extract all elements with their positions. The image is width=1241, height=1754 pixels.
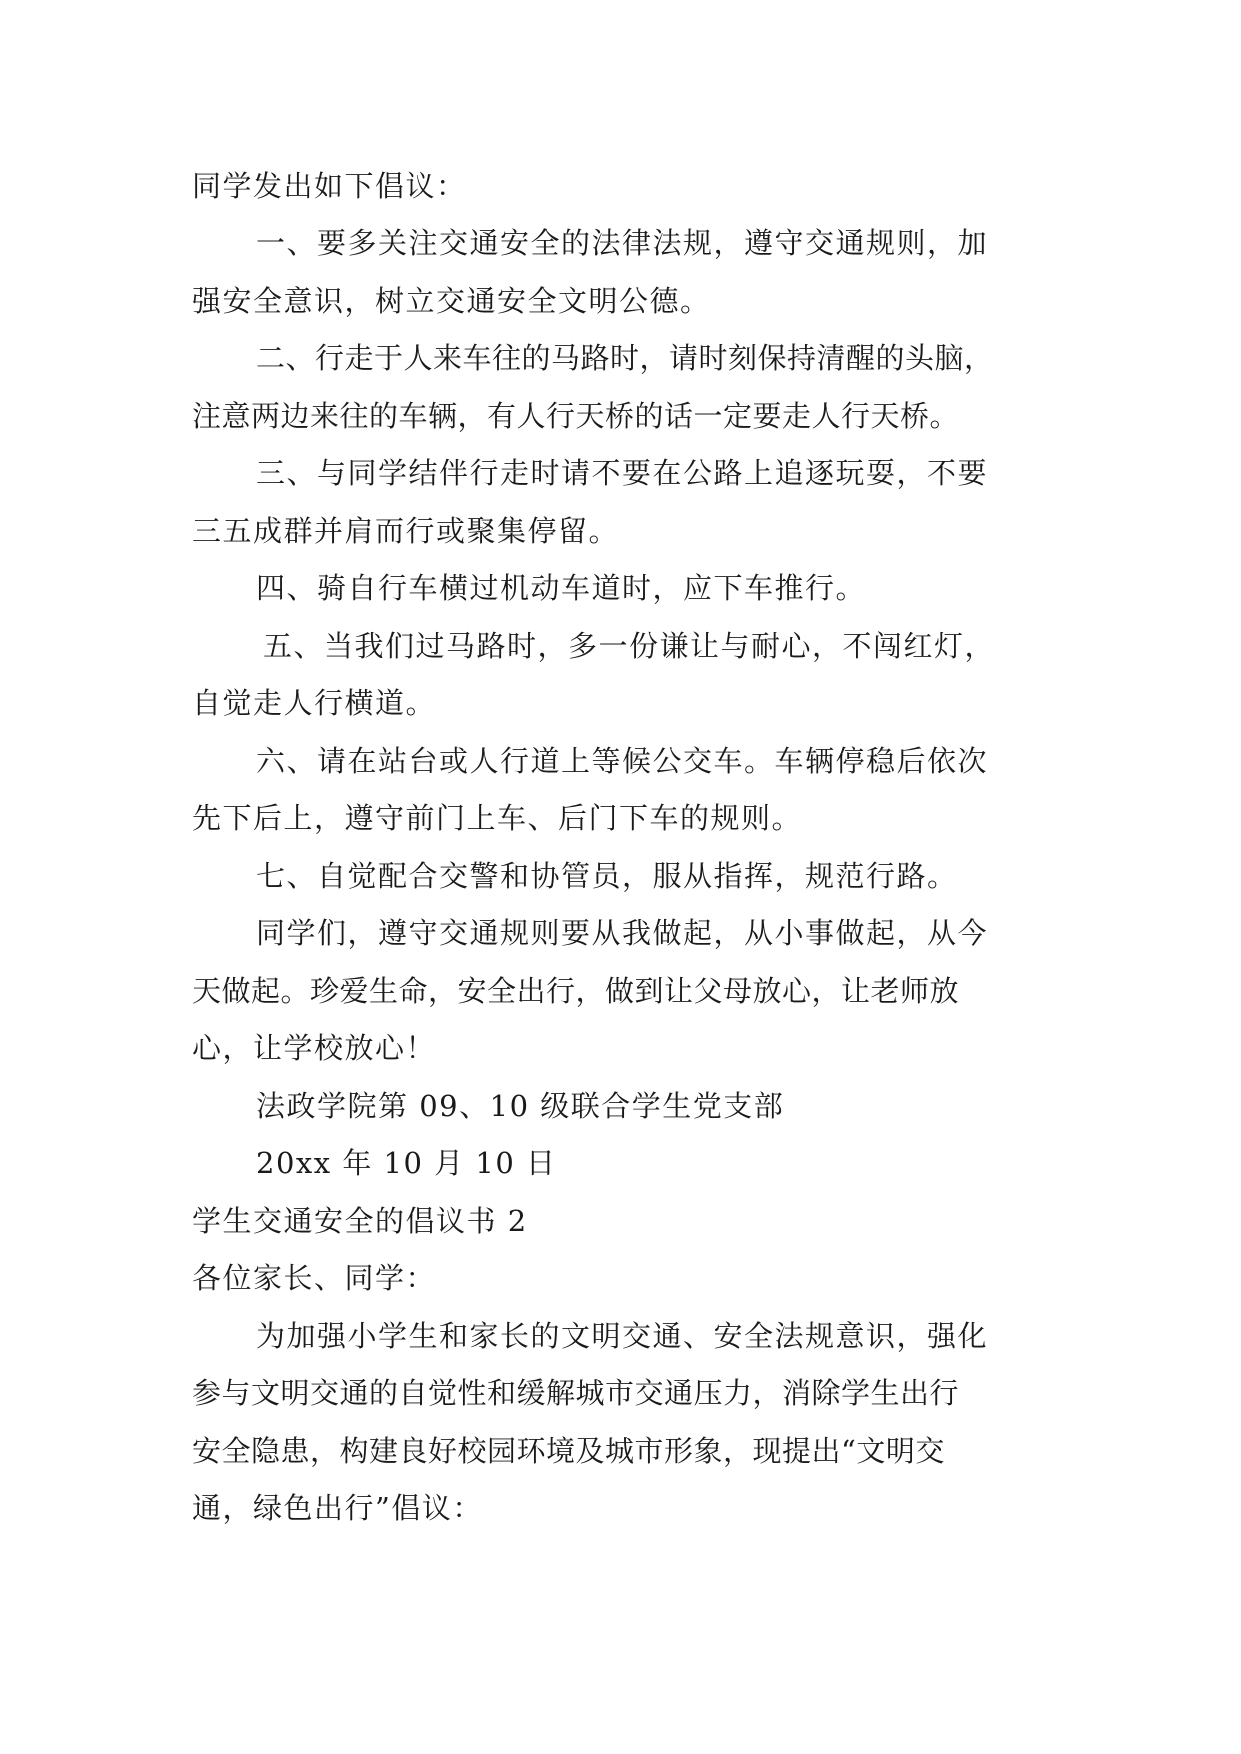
text-line: 为加强小学生和家长的文明交通、安全法规意识，强化 [256, 1319, 989, 1353]
text-line: 自觉走人行横道。 [192, 686, 437, 720]
text-line: 通，绿色出行”倡议： [192, 1491, 483, 1525]
text-line: 三、与同学结伴行走时请不要在公路上追逐玩耍，不要 [256, 456, 989, 490]
text-line: 一、要多关注交通安全的法律法规，遵守交通规则，加 [256, 226, 989, 260]
text-line: 二、行走于人来车往的马路时，请时刻保持清醒的头脑， [256, 341, 994, 375]
text-line: 同学发出如下倡议： [192, 169, 467, 203]
text-line: 六、请在站台或人行道上等候公交车。车辆停稳后依次 [256, 744, 989, 778]
text-line: 心，让学校放心！ [192, 1031, 437, 1065]
text-line: 三五成群并肩而行或聚集停留。 [192, 514, 620, 548]
text-line: 七、自觉配合交警和协管员，服从指挥，规范行路。 [256, 859, 958, 893]
signature-date: 20xx 年 10 月 10 日 [256, 1146, 557, 1180]
text-line: 参与文明交通的自觉性和缓解城市交通压力，消除学生出行 [192, 1376, 960, 1410]
text-line: 五、当我们过马路时，多一份谦让与耐心，不闯红灯， [263, 629, 996, 663]
section-title: 学生交通安全的倡议书 2 [192, 1204, 528, 1238]
text-line: 同学们，遵守交通规则要从我做起，从小事做起，从今 [256, 916, 989, 950]
text-line: 天做起。珍爱生命，安全出行，做到让父母放心，让老师放 [192, 974, 960, 1008]
salutation: 各位家长、同学： [192, 1261, 437, 1295]
text-line: 强安全意识，树立交通安全文明公德。 [192, 284, 711, 318]
text-line: 注意两边来往的车辆，有人行天桥的话一定要走人行天桥。 [192, 399, 960, 433]
signature-organization: 法政学院第 09、10 级联合学生党支部 [256, 1089, 785, 1123]
text-line: 四、骑自行车横过机动车道时，应下车推行。 [256, 571, 867, 605]
text-line: 安全隐患，构建良好校园环境及城市形象，现提出“文明交 [192, 1434, 945, 1468]
text-line: 先下后上，遵守前门上车、后门下车的规则。 [192, 801, 803, 835]
